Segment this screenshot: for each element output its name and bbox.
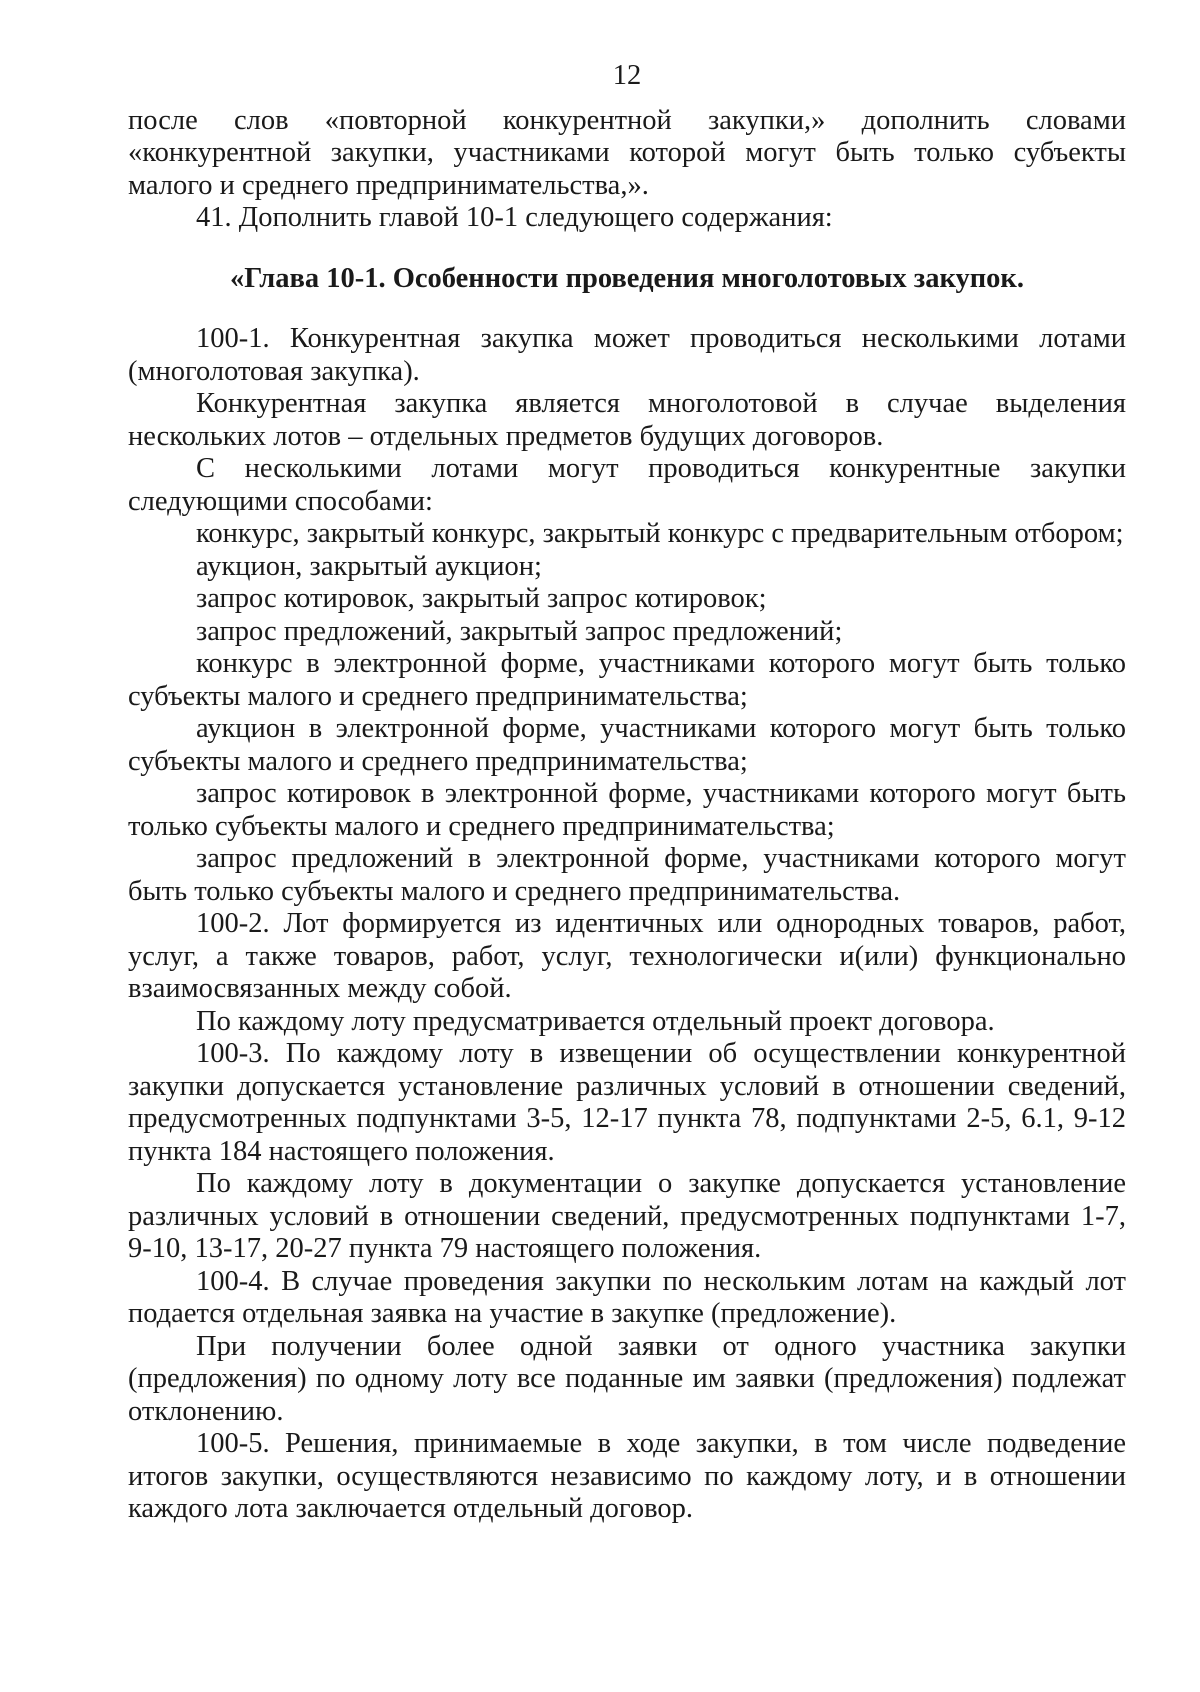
paragraph: По каждому лоту предусматривается отдельный проект договора. [196, 1005, 995, 1037]
list-item: аукцион, закрытый аукцион; [196, 550, 542, 582]
paragraph: С несколькими лотами могут проводиться конкурентные закупки следующими способами: [128, 453, 1126, 517]
list-item: запрос предложений в электронной форме, участниками которого могут быть только субъекты малого и среднего предпринимательства. [128, 843, 1126, 907]
page-number: 12 [612, 60, 642, 91]
list-item: запрос котировок в электронной форме, участниками которого могут быть только субъекты малого и среднего предпринимательства; [128, 778, 1126, 842]
paragraph: 100-4. В случае проведения закупки по нескольким лотам на каждый лот подается отдельная заявка на участие в закупке (предложение). [128, 1265, 1126, 1329]
item-41: 41. Дополнить главой 10-1 следующего содержания: [196, 202, 833, 233]
intro-paragraph: после слов «повторной конкурентной закупки,» дополнить словами «конкурентной закупки, участниками которой могут быть только субъекты малого и среднего предпринимательства,». [128, 104, 1126, 201]
list-item: запрос котировок, закрытый запрос котировок; [196, 583, 767, 614]
list-item: запрос предложений, закрытый запрос предложений; [196, 615, 843, 647]
list-item: аукцион в электронной форме, участниками которого могут быть только субъекты малого и среднего предпринимательства; [128, 713, 1126, 777]
paragraph: По каждому лоту в документации о закупке допускается установление различных условий в отношении сведений, предусмотренных подпунктами 1-7, 9-10, 13-17, 20-27 пункта 79 настоящего положения. [128, 1168, 1126, 1264]
paragraph: 100-1. Конкурентная закупка может проводиться несколькими лотами (многолотовая закупка). [128, 323, 1126, 387]
list-item: конкурс, закрытый конкурс, закрытый конкурс с предварительным отбором; [196, 518, 1124, 549]
document-page [128, 60, 1126, 1526]
paragraph: Конкурентная закупка является многолотовой в случае выделения нескольких лотов – отдельных предметов будущих договоров. [128, 388, 1126, 452]
chapter-title: «Глава 10-1. Особенности проведения многолотовых закупок. [230, 262, 1024, 294]
paragraph: 100-3. По каждому лоту в извещении об осуществлении конкурентной закупки допускается установление различных условий в отношении сведений, предусмотренных подпунктами 3-5, 12-17 пункта 78, подпунктами 2-5, 6.1, 9-12 пункта 184 настоящего положения. [128, 1038, 1126, 1167]
paragraph: 100-2. Лот формируется из идентичных или однородных товаров, работ, услуг, а также товаров, работ, услуг, технологически и(или) функционально взаимосвязанных между собой. [128, 908, 1126, 1004]
paragraph: При получении более одной заявки от одного участника закупки (предложения) по одному лоту все поданные им заявки (предложения) подлежат отклонению. [128, 1330, 1126, 1427]
list-item: конкурс в электронной форме, участниками которого могут быть только субъекты малого и среднего предпринимательства; [128, 648, 1126, 712]
paragraph: 100-5. Решения, принимаемые в ходе закупки, в том числе подведение итогов закупки, осуществляются независимо по каждому лоту, и в отношении каждого лота заключается отдельный договор. [128, 1428, 1126, 1524]
